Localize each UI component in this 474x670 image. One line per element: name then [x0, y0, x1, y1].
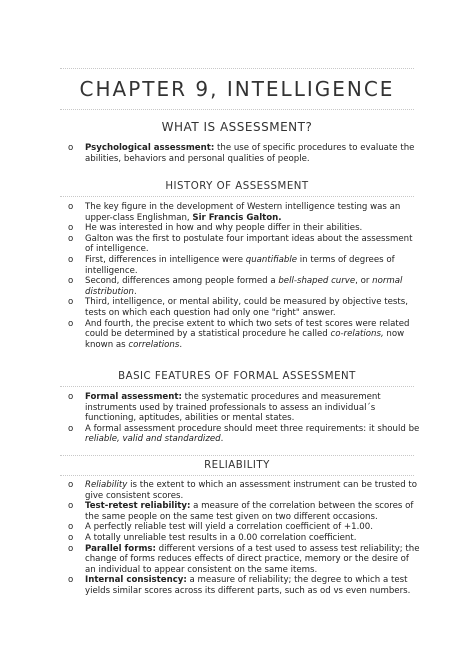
term-bold: Psychological assessment: [85, 143, 215, 153]
list-item [68, 297, 422, 318]
section-heading-basic-features [60, 371, 414, 387]
item-text: . [220, 434, 224, 445]
list-item [68, 501, 422, 522]
item-text: He was interested in how and why people differ in their abilities. [85, 223, 363, 234]
bullet-icon: o [68, 480, 74, 490]
bullet-icon: o [68, 532, 74, 543]
item-text: is the extent to which an assessment instrument can be trusted to give consistent scores. [85, 480, 418, 501]
list-item [68, 575, 422, 596]
list-item [68, 143, 422, 164]
item-text: A formal assessment procedure should meet three requirements: it should be [85, 423, 420, 434]
bullet-icon: o [68, 276, 74, 287]
section-heading-text: BASIC FEATURES OF FORMAL ASSESSMENT [118, 371, 356, 382]
section-heading-reliability [60, 455, 414, 476]
item-text: Galton was the first to postulate four important ideas about the assessment of intelligence. [85, 233, 413, 255]
bullet-icon: o [68, 423, 74, 434]
term-italic: correlations [128, 339, 180, 350]
list-item [68, 544, 422, 576]
item-text: A perfectly reliable test will yield a correlation coefficient of +1.00. [85, 522, 373, 533]
item-text: The key figure in the development of Western intelligence testing was an upper-class Englishman, [85, 202, 401, 223]
bullet-icon: o [68, 318, 74, 329]
section-heading-history [60, 181, 414, 197]
item-text: different versions of a test used to assess test reliability; the change of forms reduces effects of direct practice, memory or the desire of an individual to appear consistent on the same items. [85, 543, 420, 575]
item-text: the use of specific procedures to evaluate the abilities, behaviors and personal qualities of people. [85, 143, 415, 164]
item-text: . [179, 339, 183, 350]
section-list-what-is-assessment [68, 143, 422, 164]
bullet-icon: o [68, 575, 74, 586]
item-text: Second, differences among people formed a [85, 276, 279, 287]
term-italic: bell-shaped curve [278, 276, 356, 287]
list-item [68, 480, 422, 501]
heading-divider [60, 386, 414, 387]
bullet-icon: o [68, 233, 74, 244]
term-bold: Parallel forms: [85, 543, 156, 554]
bullet-icon: o [68, 254, 74, 265]
term-bold: Sir Francis Galton. [192, 212, 282, 223]
bullet-icon: o [68, 543, 74, 554]
section-heading-text: RELIABILITY [204, 460, 270, 471]
item-text: A totally unreliable test results in a 0.00 correlation coefficient. [85, 532, 357, 543]
section-heading-what-is-assessment [60, 120, 414, 134]
section-list-reliability [68, 480, 422, 597]
item-text: , or [355, 276, 373, 287]
list-item [68, 392, 422, 424]
term-italic: co-relations, [330, 329, 384, 340]
section-list-basic-features [68, 392, 422, 445]
item-text: a measure of the correlation between the scores of the same people on the same test given on two different occasions. [85, 501, 414, 522]
list-item [68, 202, 422, 223]
list-item [68, 533, 422, 544]
section-heading-text: HISTORY OF ASSESSMENT [165, 181, 309, 192]
term-bold: Internal consistency: [85, 575, 187, 586]
term-bold: Formal assessment: [85, 392, 182, 402]
list-item [68, 319, 422, 351]
bullet-icon: o [68, 297, 74, 308]
bullet-icon: o [68, 223, 74, 234]
item-text: . [133, 286, 137, 297]
item-text: a measure of reliability; the degree to which a test yields similar scores across its different parts, such as od vs even numbers. [85, 575, 411, 596]
bullet-icon: o [68, 143, 74, 153]
list-item [68, 522, 422, 533]
bullet-icon: o [68, 522, 74, 533]
chapter-title: CHAPTER 9, INTELLIGENCE [60, 68, 414, 110]
bullet-icon: o [68, 202, 74, 212]
term-italic: reliable, valid and standardized [85, 434, 221, 445]
heading-divider [60, 196, 414, 197]
list-item [68, 255, 422, 276]
list-item [68, 223, 422, 234]
item-text: Third, intelligence, or mental ability, could be measured by objective tests, tests on which each question had only one "right" answer. [85, 297, 408, 318]
term-italic: quantifiable [245, 254, 298, 265]
heading-divider [60, 475, 414, 476]
section-list-history [68, 202, 422, 350]
item-text: now known as [85, 329, 405, 350]
item-text: in terms of degrees of intelligence. [85, 254, 395, 276]
list-item [68, 424, 422, 445]
term-italic: normal distribution [85, 276, 403, 297]
item-text: the systematic procedures and measurement instruments used by trained professionals to assess an individual´s functioning, aptitudes, abilities or mental states. [85, 392, 381, 424]
bullet-icon: o [68, 392, 74, 402]
item-text: And fourth, the precise extent to which two sets of test scores were related could be determined by a statistical procedure he called [85, 318, 410, 340]
term-bold: Test-retest reliability: [85, 501, 191, 512]
section-heading-text: WHAT IS ASSESSMENT? [161, 120, 313, 134]
bullet-icon: o [68, 501, 74, 512]
item-text: First, differences in intelligence were [85, 254, 246, 265]
list-item [68, 276, 422, 297]
list-item [68, 234, 422, 255]
term-italic: Reliability [85, 480, 128, 490]
